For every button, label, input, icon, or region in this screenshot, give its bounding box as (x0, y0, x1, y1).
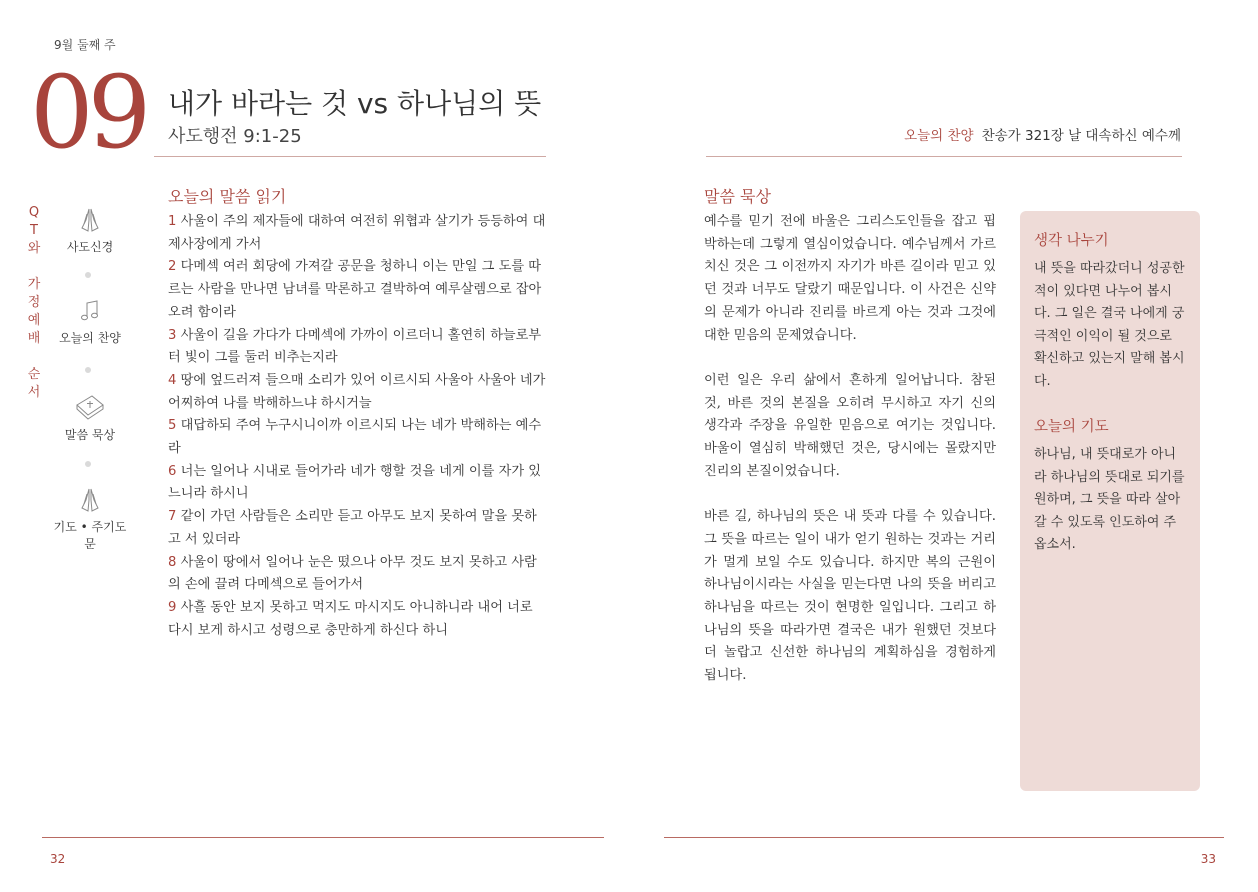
separator-dot (85, 272, 91, 278)
hymn-label: 오늘의 찬양 (904, 128, 974, 144)
verse-number: 3 (168, 327, 177, 343)
verse-text: 사울이 주의 제자들에 대하여 여전히 위협과 살기가 등등하여 대제사장에게 가서 (168, 214, 546, 252)
verse-text: 다메섹 여러 회당에 가져갈 공문을 청하니 이는 만일 그 도를 따르는 사람을 만나면 남녀를 막론하고 결박하여 예루살렘으로 잡아오려 함이라 (168, 259, 542, 320)
verse-number: 1 (168, 214, 177, 229)
verse-number: 2 (168, 259, 177, 275)
verse-text: 사흘 동안 보지 못하고 먹지도 마시지도 아니하니라 내어 너로 다시 보게 하시고 성령으로 충만하게 하신다 하니 (168, 599, 533, 638)
sidebar-item-apostles-creed (48, 206, 132, 255)
scripture-reference: 사도행전 9:1-25 (168, 126, 302, 147)
vertical-char: 가 (27, 277, 41, 292)
verse-number: 7 (168, 509, 177, 525)
scripture-text (168, 211, 548, 642)
header-divider-right (706, 156, 1182, 157)
verse-text: 사울이 길을 가다가 다메섹에 가까이 이르더니 홀연히 하늘로부터 빛이 그를 둘러 비추는지라 (168, 327, 542, 366)
footer-divider-left (42, 837, 604, 838)
sidebar-item-label: 오늘의 찬양 (59, 331, 121, 345)
meditation-text (704, 211, 996, 710)
page-number-left: 32 (50, 852, 66, 866)
meditation-paragraph: 바른 길, 하나님의 뜻은 내 뜻과 다를 수 있습니다. 그 뜻을 따르는 일이 내가 얻기 원하는 것과는 거리가 멀게 보일 수도 있습니다. 하지만 복의 근원이 하나님이시라는 사실을 믿는다면 나의 뜻을 버리고 하나님을 따르는 것이 현명한 일입니다. 그리고 하나님의 뜻을 따라가면 결국은 내가 원했던 것보다 더 놀랍고 신선한 하나님의 계획하심을 경험하게 됩니다. (704, 509, 996, 684)
page-number-right: 33 (1200, 852, 1216, 866)
week-label: 9월 둘째 주 (54, 38, 116, 52)
discussion-box (1020, 211, 1200, 791)
prayer-heading: 오늘의 기도 (1034, 419, 1109, 435)
hymn-line (904, 124, 1181, 144)
meditation-heading: 말씀 묵상 (704, 187, 771, 206)
verse-number: 6 (168, 463, 177, 479)
vertical-char: 서 (27, 385, 41, 400)
praying-hands-icon (76, 206, 104, 234)
vertical-char: Q (28, 205, 40, 220)
sidebar-item-todays-hymn (48, 297, 132, 346)
vertical-char: 예 (27, 313, 41, 328)
day-number: 09 (30, 54, 146, 171)
vertical-gap (27, 348, 41, 366)
vertical-char: 정 (27, 295, 41, 310)
bible-icon (74, 392, 106, 422)
share-heading: 생각 나누기 (1034, 233, 1109, 249)
separator-dot (85, 367, 91, 373)
hymn-title: 찬송가 321장 날 대속하신 예수께 (981, 128, 1181, 144)
page-title: 내가 바라는 것 vs 하나님의 뜻 (168, 87, 542, 120)
sidebar-item-label: 기도 • 주기도문 (53, 520, 127, 551)
verse-number: 9 (168, 599, 177, 615)
music-note-icon (76, 297, 104, 325)
vertical-char: 순 (27, 367, 41, 382)
meditation-paragraph: 이런 일은 우리 삶에서 흔하게 일어납니다. 참된 것, 바른 것의 본질을 오히려 무시하고 자기 신의 생각과 주장을 유일한 믿음으로 여기는 것입니다. 바울이 열심히 박해했던 것은, 당시에는 몰랐지만 진리의 본질이었습니다. (704, 372, 996, 479)
verse-number: 5 (168, 418, 177, 434)
verse-text: 땅에 엎드러져 들으매 소리가 있어 이르시되 사울아 사울아 네가 어찌하여 나를 박해하느냐 하시거늘 (168, 372, 546, 411)
praying-hands-icon (76, 486, 104, 514)
prayer-text: 하나님, 내 뜻대로가 아니라 하나님의 뜻대로 되기를 원하며, 그 뜻을 따라 살아갈 수 있도록 인도하여 주옵소서. (1034, 447, 1185, 552)
sidebar-item-meditation (48, 392, 132, 443)
share-text: 내 뜻을 따라갔더니 성공한 적이 있다면 나누어 봅시다. 그 일은 결국 나에게 궁극적인 이익이 될 것으로 확신하고 있는지 말해 봅시다. (1034, 261, 1185, 389)
vertical-section-title (27, 204, 41, 402)
sidebar-item-label: 말씀 묵상 (64, 428, 116, 442)
vertical-char: 배 (27, 331, 41, 346)
separator-dot (85, 461, 91, 467)
verse-text: 대답하되 주여 누구시니이까 이르시되 나는 네가 박해하는 예수라 (168, 418, 542, 457)
header-divider-left (154, 156, 546, 157)
sidebar-item-label: 사도신경 (66, 240, 114, 254)
vertical-gap (27, 258, 41, 276)
verse-text: 너는 일어나 시내로 들어가라 네가 행할 것을 네게 이를 자가 있느니라 하시니 (168, 463, 541, 502)
reading-heading: 오늘의 말씀 읽기 (168, 187, 287, 206)
sidebar-item-prayer (48, 486, 132, 552)
verse-number: 4 (168, 372, 177, 388)
verse-text: 사울이 땅에서 일어나 눈은 떴으나 아무 것도 보지 못하고 사람의 손에 끌려 다메섹으로 들어가서 (168, 554, 537, 593)
verse-number: 8 (168, 554, 177, 570)
vertical-char: T (30, 223, 38, 238)
vertical-char: 와 (27, 241, 41, 256)
verse-text: 같이 가던 사람들은 소리만 듣고 아무도 보지 못하여 말을 못하고 서 있더라 (168, 509, 537, 547)
meditation-paragraph: 예수를 믿기 전에 바울은 그리스도인들을 잡고 핍박하는데 그렇게 열심이었습니다. 예수님께서 가르치신 것은 그 이전까지 자기가 바른 길이라 믿고 있던 것과 너무도 달랐기 때문입니다. 이 사건은 신약의 문제가 아니라 진리를 바르게 아는 것과 그것에 대한 믿음의 문제였습니다. (704, 214, 996, 343)
footer-divider-right (664, 837, 1224, 838)
